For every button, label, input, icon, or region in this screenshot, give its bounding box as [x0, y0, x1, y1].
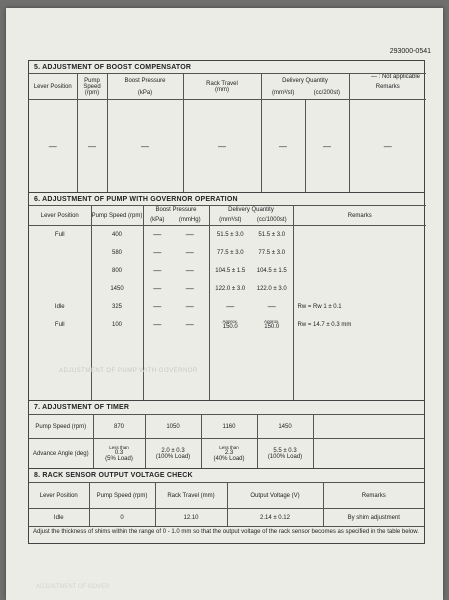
rack-sensor-table: [29, 482, 424, 526]
cell-mm3: 122.0 ± 3.0: [209, 280, 251, 298]
cell-remarks: Rw = 14.7 ± 0.3 mm: [293, 316, 426, 334]
cell-speed: 1450: [91, 280, 143, 298]
cell-speed: 0: [89, 509, 155, 527]
section-title: 8. RACK SENSOR OUTPUT VOLTAGE CHECK: [34, 472, 193, 479]
cell-speed: 580: [91, 244, 143, 262]
advance-angle-cell: [257, 439, 313, 469]
cell-kpa: —: [143, 298, 171, 316]
header-boost-pressure: [107, 74, 183, 100]
cell-dash: —: [183, 100, 261, 193]
timer-speed: 1050: [145, 415, 201, 439]
header-delivery-quantity: [261, 74, 349, 100]
delivery-unit-cc: (cc/200st): [313, 89, 341, 96]
header-lever-position: Lever Position: [39, 492, 78, 499]
approx-label: Approx.: [222, 319, 238, 324]
cell-empty: [209, 334, 251, 401]
cell-empty: [91, 334, 143, 401]
cell-lever: [29, 262, 91, 280]
delivery-label: Delivery Quantity: [282, 77, 328, 84]
cell-mmhg: —: [185, 284, 194, 293]
cell-mm3: —: [209, 298, 251, 316]
section-title: 6. ADJUSTMENT OF PUMP WITH GOVERNOR OPERATION: [34, 196, 238, 203]
header-lever-position: Lever Position: [33, 83, 72, 90]
cell-empty: [143, 334, 171, 401]
angle-value: 0.3: [114, 450, 124, 456]
approx-label: Approx.: [263, 319, 280, 324]
spec-frame: [28, 60, 425, 544]
cell-remarks: [293, 226, 426, 244]
timer-speed: 1160: [201, 415, 257, 439]
section-title: 7. ADJUSTMENT OF TIMER: [34, 404, 130, 411]
boost-unit: (kPa): [137, 89, 153, 96]
cell-mmhg: —: [185, 230, 194, 240]
header-lever-position: Lever Position: [40, 212, 79, 219]
cell-cc: 51.5 ± 3.0: [258, 231, 286, 238]
cell-lever: Full: [54, 231, 65, 238]
boost-compensator-table: [29, 73, 426, 192]
timer-speed: 870: [93, 415, 145, 439]
cell-dash: —: [48, 141, 57, 151]
cell-dash: —: [261, 100, 305, 193]
boost-label: Boost Pressure: [124, 77, 166, 84]
cell-remarks: [293, 280, 426, 298]
load-label: (100% Load): [267, 453, 303, 460]
cell-empty: [313, 415, 424, 439]
bleed-through-bottom: ADJUSTMENT OF GOVER: [36, 584, 110, 590]
advance-angle-cell: [93, 439, 145, 469]
cell-mm3: 51.5 ± 3.0: [209, 226, 251, 244]
section-title: 5. ADJUSTMENT OF BOOST COMPENSATOR: [34, 64, 192, 71]
cell-mmhg: —: [185, 248, 194, 257]
cell-mmhg: —: [185, 302, 194, 311]
advance-angle-cell: [145, 439, 201, 469]
cell-cc: 77.5 ± 3.0: [258, 249, 286, 256]
cell-empty: [251, 334, 293, 401]
header-rack-travel: Rack Travel (mm): [155, 483, 227, 509]
cell-dash: —: [77, 100, 107, 193]
cell-empty: [171, 334, 209, 401]
header-remarks: Remarks: [349, 74, 426, 100]
angle-value: 2.0 ± 0.3: [161, 447, 185, 454]
cell-kpa: —: [143, 280, 171, 298]
angle-value: 5.5 ± 0.3: [273, 447, 297, 454]
cell-remarks: [293, 262, 426, 280]
cell-kpa: —: [143, 244, 171, 262]
cell-remarks: By shim adjustment: [323, 509, 424, 527]
cell-dash: —: [349, 100, 426, 193]
cell-remarks: Rw = Rw 1 ± 0.1: [293, 298, 426, 316]
header-mmhg: (mmHg): [178, 216, 201, 223]
approx-value: 150.0: [222, 324, 238, 330]
cell-empty: [313, 439, 424, 469]
cell-lever: Idle: [54, 303, 65, 310]
timer-speed: 1450: [257, 415, 313, 439]
header-pump-speed: Pump Speed (rpm): [89, 483, 155, 509]
cell-cc: 104.5 ± 1.5: [256, 267, 287, 274]
cell-cc: [251, 316, 293, 334]
cell-speed: 325: [91, 298, 143, 316]
label-advance-angle: Advance Angle (deg): [32, 450, 89, 457]
rack-unit: (mm): [215, 86, 229, 93]
header-delivery-quantity: Delivery Quantity: [209, 206, 293, 215]
load-label: (100% Load): [155, 453, 191, 460]
cell-kpa: —: [143, 262, 171, 280]
header-rack-travel: [183, 74, 261, 100]
cell-dash: —: [107, 100, 183, 193]
header-pump-speed: Pump Speed (rpm): [77, 74, 107, 100]
cell-dash: —: [305, 100, 349, 193]
cell-empty: [29, 334, 91, 401]
cell-kpa: —: [143, 316, 171, 334]
cell-voltage: 2.14 ± 0.12: [227, 509, 323, 527]
document-page: [6, 8, 443, 600]
cell-mm3: [209, 316, 251, 334]
section-boost-compensator: [29, 61, 424, 193]
section-governor-operation: [29, 193, 424, 401]
header-cc: (cc/1000st): [256, 216, 287, 223]
cell-kpa: —: [143, 226, 171, 244]
bleed-through-text: ADJUSTMENT OF PUMP WITH GOVERNOR: [59, 368, 198, 374]
cell-cc: 122.0 ± 3.0: [256, 285, 287, 292]
cell-empty: [293, 334, 426, 401]
cell-mm3: 104.5 ± 1.5: [209, 262, 251, 280]
header-kpa: (kPa): [143, 215, 171, 226]
approx-value: 150.0: [264, 324, 280, 330]
header-pump-speed: Pump Speed (rpm): [91, 206, 143, 226]
cell-lever: [29, 244, 91, 262]
delivery-unit-mm3: (mm³/st): [272, 89, 295, 96]
cell-mmhg: —: [185, 320, 194, 329]
header-output-voltage: Output Voltage (V): [227, 483, 323, 509]
shim-adjustment-note: Adjust the thickness of shims within the range of 0 - 1.0 mm so that the output voltage of the rack sensor becomes as specified in the table below.: [29, 526, 424, 536]
cell-mmhg: —: [185, 266, 194, 275]
load-label: (5% Load): [105, 456, 133, 462]
cell-speed: 800: [91, 262, 143, 280]
cell-lever: [29, 280, 91, 298]
cell-cc: —: [267, 302, 276, 311]
section-timer: [29, 401, 424, 469]
cell-rack: 12.10: [155, 509, 227, 527]
cell-remarks: [293, 244, 426, 262]
angle-value: 2.3: [224, 450, 234, 456]
document-number: 293000-0541: [389, 48, 431, 55]
advance-angle-cell: [201, 439, 257, 469]
cell-lever: Full: [54, 321, 65, 328]
rack-label: Rack Travel: [206, 80, 238, 87]
header-mm3: (mm³/st): [209, 215, 251, 226]
cell-speed: 400: [91, 226, 143, 244]
header-remarks: Remarks: [323, 483, 424, 509]
timer-table: [29, 414, 424, 468]
section-rack-sensor: [29, 469, 424, 545]
less-than-label: Less than: [219, 445, 239, 450]
cell-speed: 100: [91, 316, 143, 334]
label-pump-speed: Pump Speed (rpm): [35, 423, 87, 430]
header-remarks: Remarks: [293, 206, 426, 226]
not-applicable-note: — : Not applicable: [370, 74, 420, 80]
load-label: (40% Load): [213, 456, 245, 462]
less-than-label: Less than: [109, 445, 129, 450]
cell-lever: Idle: [53, 514, 64, 521]
cell-mm3: 77.5 ± 3.0: [209, 244, 251, 262]
header-boost-pressure: Boost Pressure: [143, 206, 209, 215]
